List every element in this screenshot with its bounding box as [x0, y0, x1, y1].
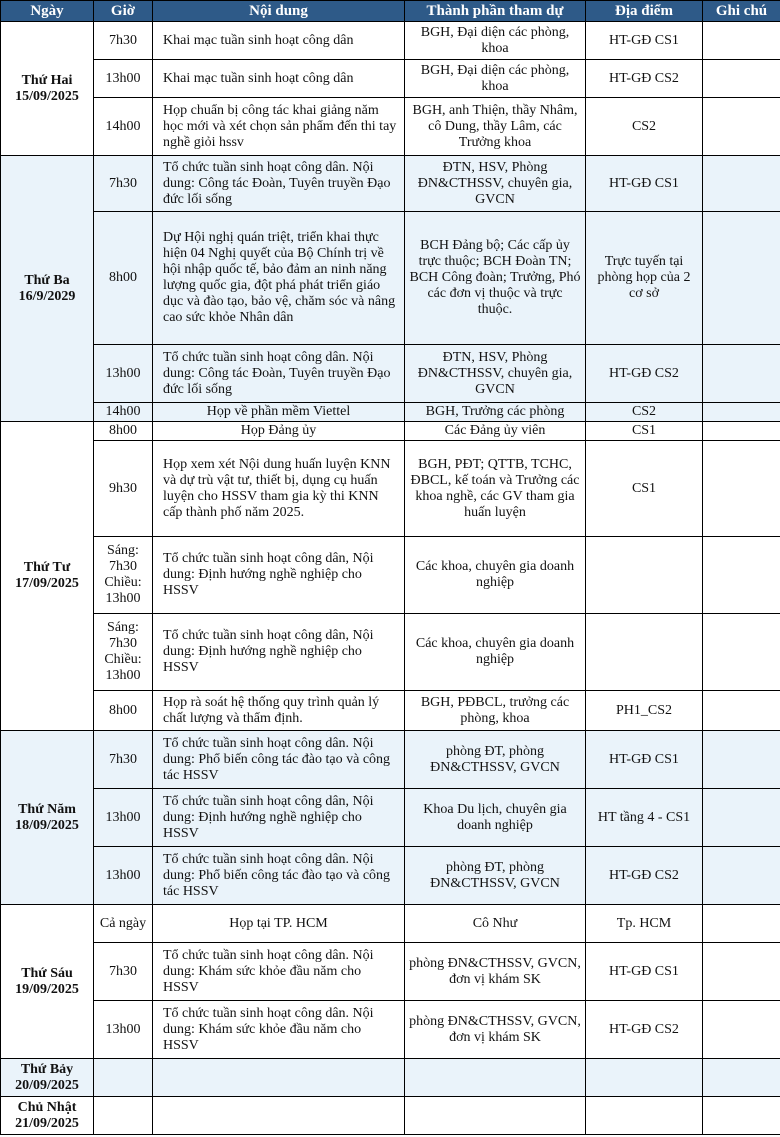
day-cell-monday: [1, 22, 94, 156]
participants-cell: ĐTN, HSV, Phòng ĐN&CTHSSV, chuyên gia, GVCN: [405, 345, 586, 403]
time-cell: 13h00: [94, 60, 153, 98]
location-cell: HT-GĐ CS1: [586, 22, 703, 60]
note-cell: [703, 537, 780, 614]
time-cell: [94, 1059, 153, 1097]
table-row: [1, 212, 780, 345]
participants-cell: Cô Như: [405, 905, 586, 943]
participants-cell: Khoa Du lịch, chuyên gia doanh nghiệp: [405, 789, 586, 847]
time-cell: 7h30: [94, 731, 153, 789]
location-cell: HT-GĐ CS2: [586, 60, 703, 98]
location-cell: [586, 614, 703, 691]
note-cell: [703, 1001, 780, 1059]
content-cell: Họp tại TP. HCM: [153, 905, 405, 943]
table-row: [1, 614, 780, 691]
time-cell: [94, 1097, 153, 1135]
participants-cell: BGH, Đại diện các phòng, khoa: [405, 60, 586, 98]
content-cell: Tổ chức tuần sinh hoạt công dân, Nội dung: Định hướng nghề nghiệp cho HSSV: [153, 789, 405, 847]
day-name: Thứ Năm: [18, 801, 76, 817]
location-cell: [586, 1059, 703, 1097]
table-row: [1, 1001, 780, 1059]
day-date: 16/9/2029: [18, 288, 76, 304]
table-row: [1, 1059, 780, 1097]
participants-cell: Các Đảng ủy viên: [405, 422, 586, 441]
day-date: 20/09/2025: [15, 1077, 79, 1093]
location-cell: HT-GĐ CS2: [586, 847, 703, 905]
table-row: [1, 537, 780, 614]
participants-cell: phòng ĐT, phòng ĐN&CTHSSV, GVCN: [405, 731, 586, 789]
location-cell: CS2: [586, 403, 703, 422]
note-cell: [703, 422, 780, 441]
note-cell: [703, 345, 780, 403]
header-content: Nội dung: [153, 1, 405, 22]
day-date: 21/09/2025: [15, 1115, 79, 1131]
note-cell: [703, 60, 780, 98]
content-cell: Họp rà soát hệ thống quy trình quản lý chất lượng và thẩm định.: [153, 691, 405, 731]
content-cell: Tổ chức tuần sinh hoạt công dân. Nội dung: Công tác Đoàn, Tuyên truyền Đạo đức lối sống: [153, 345, 405, 403]
note-cell: [703, 905, 780, 943]
content-cell: Tổ chức tuần sinh hoạt công dân, Nội dung: Định hướng nghề nghiệp cho HSSV: [153, 614, 405, 691]
participants-cell: BGH, PĐBCL, trưởng các phòng, khoa: [405, 691, 586, 731]
participants-cell: [405, 1059, 586, 1097]
location-cell: [586, 537, 703, 614]
table-row: [1, 98, 780, 156]
location-cell: CS1: [586, 441, 703, 537]
time-cell: 7h30: [94, 943, 153, 1001]
table-row: [1, 943, 780, 1001]
table-row: [1, 1097, 780, 1135]
content-cell: Tổ chức tuần sinh hoạt công dân, Nội dung: Định hướng nghề nghiệp cho HSSV: [153, 537, 405, 614]
day-cell-sunday: [1, 1097, 94, 1135]
content-cell: Tổ chức tuần sinh hoạt công dân. Nội dung: Khám sức khỏe đầu năm cho HSSV: [153, 1001, 405, 1059]
day-name: Thứ Hai: [21, 72, 73, 88]
location-cell: Tp. HCM: [586, 905, 703, 943]
time-cell: Sáng: 7h30 Chiều: 13h00: [94, 537, 153, 614]
participants-cell: BGH, PĐT; QTTB, TCHC, ĐBCL, kế toán và Trưởng các khoa nghề, các GV tham gia huấn luyện: [405, 441, 586, 537]
time-cell: 13h00: [94, 1001, 153, 1059]
content-cell: Tổ chức tuần sinh hoạt công dân. Nội dung: Khám sức khỏe đầu năm cho HSSV: [153, 943, 405, 1001]
time-cell: 7h30: [94, 22, 153, 60]
time-cell: 7h30: [94, 156, 153, 212]
note-cell: [703, 731, 780, 789]
table-row: [1, 156, 780, 212]
location-cell: HT-GĐ CS1: [586, 731, 703, 789]
note-cell: [703, 1059, 780, 1097]
table-row: [1, 847, 780, 905]
day-name: Thứ Ba: [24, 272, 70, 288]
header-day: Ngày: [1, 1, 94, 22]
table-row: [1, 345, 780, 403]
time-cell: Sáng: 7h30 Chiều: 13h00: [94, 614, 153, 691]
time-cell: 14h00: [94, 98, 153, 156]
note-cell: [703, 98, 780, 156]
table-row: [1, 789, 780, 847]
table-row: [1, 731, 780, 789]
note-cell: [703, 441, 780, 537]
table-row: [1, 22, 780, 60]
table-row: [1, 441, 780, 537]
time-cell: 13h00: [94, 847, 153, 905]
day-date: 18/09/2025: [15, 817, 79, 833]
content-cell: Họp về phần mềm Viettel: [153, 403, 405, 422]
note-cell: [703, 943, 780, 1001]
participants-cell: BCH Đảng bộ; Các cấp ủy trực thuộc; BCH Đoàn TN; BCH Công đoàn; Trưởng, Phó các đơn vị thuộc và trực thuộc.: [405, 212, 586, 345]
time-cell: 8h00: [94, 422, 153, 441]
location-cell: PH1_CS2: [586, 691, 703, 731]
participants-cell: Các khoa, chuyên gia doanh nghiệp: [405, 614, 586, 691]
location-cell: HT-GĐ CS2: [586, 345, 703, 403]
content-cell: Họp chuẩn bị công tác khai giảng năm học mới và xét chọn sản phẩm đến thi tay nghề giỏi hssv: [153, 98, 405, 156]
participants-cell: phòng ĐN&CTHSSV, GVCN, đơn vị khám SK: [405, 1001, 586, 1059]
day-name: Chủ Nhật: [17, 1099, 77, 1115]
table-row: [1, 60, 780, 98]
note-cell: [703, 1097, 780, 1135]
note-cell: [703, 789, 780, 847]
time-cell: 13h00: [94, 789, 153, 847]
time-cell: 13h00: [94, 345, 153, 403]
note-cell: [703, 847, 780, 905]
location-cell: HT-GĐ CS1: [586, 156, 703, 212]
participants-cell: BGH, Đại diện các phòng, khoa: [405, 22, 586, 60]
header-location: Địa điểm: [586, 1, 703, 22]
location-cell: HT-GĐ CS1: [586, 943, 703, 1001]
time-cell: 14h00: [94, 403, 153, 422]
time-cell: 8h00: [94, 212, 153, 345]
header-note: Ghi chú: [703, 1, 780, 22]
note-cell: [703, 22, 780, 60]
location-cell: CS2: [586, 98, 703, 156]
content-cell: Dự Hội nghị quán triệt, triển khai thực hiện 04 Nghị quyết của Bộ Chính trị về hội nhập quốc tế, bảo đảm an ninh năng lượng quốc gia, đột phá phát triển giáo dục và đào tạo, bảo vệ, chăm sóc và nâng cao sức khỏe Nhân dân: [153, 212, 405, 345]
header-time: Giờ: [94, 1, 153, 22]
note-cell: [703, 212, 780, 345]
participants-cell: BGH, anh Thiện, thầy Nhâm, cô Dung, thầy Lâm, các Trưởng khoa: [405, 98, 586, 156]
day-cell-saturday: [1, 1059, 94, 1097]
day-date: 19/09/2025: [15, 981, 79, 997]
day-cell-tuesday: [1, 156, 94, 422]
table-row: [1, 691, 780, 731]
time-cell: 8h00: [94, 691, 153, 731]
content-cell: Họp xem xét Nội dung huấn luyện KNN và dự trù vật tư, thiết bị, dụng cụ huấn luyện cho HSSV tham gia kỳ thi KNN cấp thành phố năm 2025.: [153, 441, 405, 537]
participants-cell: Các khoa, chuyên gia doanh nghiệp: [405, 537, 586, 614]
participants-cell: ĐTN, HSV, Phòng ĐN&CTHSSV, chuyên gia, GVCN: [405, 156, 586, 212]
table-row: [1, 905, 780, 943]
note-cell: [703, 156, 780, 212]
participants-cell: BGH, Trưởng các phòng: [405, 403, 586, 422]
location-cell: CS1: [586, 422, 703, 441]
location-cell: HT-GĐ CS2: [586, 1001, 703, 1059]
day-cell-wednesday: [1, 422, 94, 731]
participants-cell: phòng ĐT, phòng ĐN&CTHSSV, GVCN: [405, 847, 586, 905]
table-row: [1, 403, 780, 422]
note-cell: [703, 403, 780, 422]
location-cell: HT tầng 4 - CS1: [586, 789, 703, 847]
header-participants: Thành phần tham dự: [405, 1, 586, 22]
header-row: [1, 1, 780, 22]
location-cell: [586, 1097, 703, 1135]
time-cell: Cả ngày: [94, 905, 153, 943]
content-cell: [153, 1097, 405, 1135]
participants-cell: phòng ĐN&CTHSSV, GVCN, đơn vị khám SK: [405, 943, 586, 1001]
day-date: 15/09/2025: [15, 88, 79, 104]
table-row: [1, 422, 780, 441]
day-name: Thứ Sáu: [21, 965, 73, 981]
time-cell: 9h30: [94, 441, 153, 537]
content-cell: [153, 1059, 405, 1097]
day-name: Thứ Bảy: [20, 1061, 74, 1077]
day-name: Thứ Tư: [23, 560, 71, 575]
content-cell: Tổ chức tuần sinh hoạt công dân. Nội dung: Phổ biến công tác đào tạo và công tác HSSV: [153, 847, 405, 905]
day-cell-friday: [1, 905, 94, 1059]
day-cell-thursday: [1, 731, 94, 905]
participants-cell: [405, 1097, 586, 1135]
day-date: 17/09/2025: [15, 576, 79, 591]
content-cell: Tổ chức tuần sinh hoạt công dân. Nội dung: Phổ biến công tác đào tạo và công tác HSSV: [153, 731, 405, 789]
note-cell: [703, 691, 780, 731]
content-cell: Khai mạc tuần sinh hoạt công dân: [153, 22, 405, 60]
content-cell: Tổ chức tuần sinh hoạt công dân. Nội dung: Công tác Đoàn, Tuyên truyền Đạo đức lối sống: [153, 156, 405, 212]
content-cell: Họp Đảng ủy: [153, 422, 405, 441]
content-cell: Khai mạc tuần sinh hoạt công dân: [153, 60, 405, 98]
note-cell: [703, 614, 780, 691]
location-cell: Trực tuyến tại phòng họp của 2 cơ sở: [586, 212, 703, 345]
